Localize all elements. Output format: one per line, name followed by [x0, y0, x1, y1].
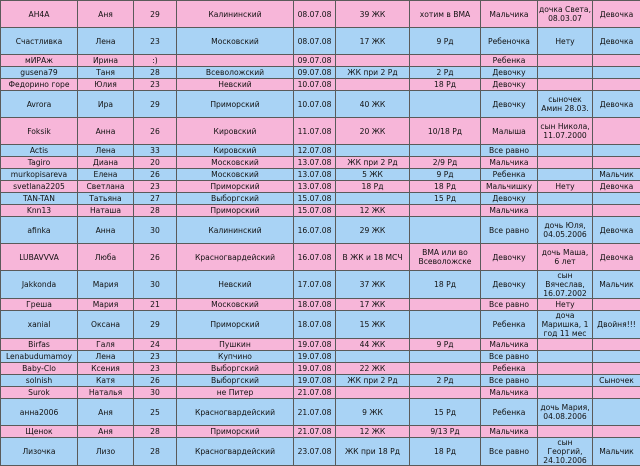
cell-nickname: Avrora — [1, 91, 78, 118]
cell-consultation: 5 ЖК — [336, 169, 410, 181]
cell-children: дочь Маша, 6 лет — [538, 244, 593, 271]
cell-date: 19.07.08 — [294, 375, 336, 387]
cell-nickname: Федорино горе — [1, 79, 78, 91]
cell-consultation: 40 ЖК — [336, 91, 410, 118]
cell-nickname: Tagiro — [1, 157, 78, 169]
cell-maternity-hospital: 2 Рд — [410, 375, 481, 387]
cell-name: Лена — [78, 145, 134, 157]
cell-wish: Мальчика — [481, 1, 538, 28]
cell-children — [538, 67, 593, 79]
cell-date: 10.07.08 — [294, 79, 336, 91]
table-row — [1, 28, 640, 55]
table-row — [1, 244, 640, 271]
cell-consultation — [336, 387, 410, 399]
table-row — [1, 181, 640, 193]
cell-children: сын Георгий, 24.10.2006 — [538, 438, 593, 466]
cell-ultrasound — [593, 193, 640, 205]
cell-date: 11.07.08 — [294, 118, 336, 145]
cell-maternity-hospital: 2/9 Рд — [410, 157, 481, 169]
cell-date: 09.07.08 — [294, 67, 336, 79]
cell-district — [177, 55, 294, 67]
cell-age: 28 — [134, 205, 177, 217]
cell-maternity-hospital: 10/18 Рд — [410, 118, 481, 145]
cell-name: Анна — [78, 217, 134, 244]
cell-maternity-hospital: 2 Рд — [410, 67, 481, 79]
cell-wish: Мальчика — [481, 205, 538, 217]
cell-maternity-hospital — [410, 217, 481, 244]
cell-children — [538, 387, 593, 399]
cell-consultation: ЖК при 2 Рд — [336, 67, 410, 79]
cell-name: Мария — [78, 271, 134, 299]
cell-children: Нету — [538, 181, 593, 193]
table-row — [1, 217, 640, 244]
cell-wish: Ребенка — [481, 399, 538, 426]
cell-nickname: Birfas — [1, 339, 78, 351]
cell-name: Ксения — [78, 363, 134, 375]
cell-age: 24 — [134, 339, 177, 351]
cell-age: 30 — [134, 387, 177, 399]
cell-nickname: Foksik — [1, 118, 78, 145]
cell-consultation: 9 ЖК — [336, 399, 410, 426]
cell-age: 23 — [134, 79, 177, 91]
cell-ultrasound — [593, 426, 640, 438]
cell-wish: Девочку — [481, 244, 538, 271]
cell-name: Лена — [78, 28, 134, 55]
cell-ultrasound: Сыночек — [593, 375, 640, 387]
cell-date: 21.07.08 — [294, 399, 336, 426]
cell-children — [538, 426, 593, 438]
cell-children: сыночек Амин 28.03. — [538, 91, 593, 118]
cell-wish: Мальчика — [481, 426, 538, 438]
cell-children: Нету — [538, 28, 593, 55]
cell-name: Наташа — [78, 205, 134, 217]
cell-district: Московский — [177, 28, 294, 55]
cell-age: 21 — [134, 299, 177, 311]
cell-date: 19.07.08 — [294, 351, 336, 363]
cell-age: 23 — [134, 181, 177, 193]
cell-district: Московский — [177, 299, 294, 311]
cell-maternity-hospital: 18 Рд — [410, 438, 481, 466]
cell-maternity-hospital: 15 Рд — [410, 193, 481, 205]
cell-date: 09.07.08 — [294, 55, 336, 67]
cell-name: Таня — [78, 67, 134, 79]
cell-wish: Мальчишку — [481, 181, 538, 193]
table-row — [1, 339, 640, 351]
cell-consultation: 12 ЖК — [336, 205, 410, 217]
cell-wish: Все равно — [481, 217, 538, 244]
cell-age: 23 — [134, 351, 177, 363]
cell-ultrasound — [593, 351, 640, 363]
cell-district: Калининский — [177, 1, 294, 28]
cell-district: Выборгский — [177, 375, 294, 387]
cell-date: 10.07.08 — [294, 91, 336, 118]
cell-district: Красногвардейский — [177, 244, 294, 271]
table-row — [1, 193, 640, 205]
cell-consultation: 17 ЖК — [336, 28, 410, 55]
cell-nickname: LUBAVVVA — [1, 244, 78, 271]
cell-ultrasound — [593, 145, 640, 157]
cell-nickname: АН4А — [1, 1, 78, 28]
table-row — [1, 67, 640, 79]
cell-age: :) — [134, 55, 177, 67]
cell-wish: Девочку — [481, 91, 538, 118]
cell-age: 26 — [134, 169, 177, 181]
cell-nickname: Actis — [1, 145, 78, 157]
cell-date: 08.07.08 — [294, 28, 336, 55]
cell-children — [538, 205, 593, 217]
cell-district: Красногвардейский — [177, 438, 294, 466]
table-row — [1, 271, 640, 299]
cell-ultrasound: Девочка — [593, 91, 640, 118]
cell-children: дочка Света, 08.03.07 — [538, 1, 593, 28]
cell-wish: Все равно — [481, 145, 538, 157]
cell-name: Анна — [78, 118, 134, 145]
cell-age: 29 — [134, 1, 177, 28]
cell-name: Ира — [78, 91, 134, 118]
cell-wish: Девочку — [481, 67, 538, 79]
cell-consultation: 39 ЖК — [336, 1, 410, 28]
cell-nickname: afinka — [1, 217, 78, 244]
cell-nickname: gusena79 — [1, 67, 78, 79]
cell-date: 18.07.08 — [294, 299, 336, 311]
cell-district: Приморский — [177, 91, 294, 118]
cell-wish: Ребенка — [481, 363, 538, 375]
cell-district: Пушкин — [177, 339, 294, 351]
cell-consultation: 29 ЖК — [336, 217, 410, 244]
cell-district: Кировский — [177, 145, 294, 157]
cell-children — [538, 169, 593, 181]
cell-maternity-hospital: 9 Рд — [410, 339, 481, 351]
cell-ultrasound — [593, 67, 640, 79]
cell-children — [538, 193, 593, 205]
table-row — [1, 118, 640, 145]
cell-ultrasound: Девочка — [593, 1, 640, 28]
cell-children — [538, 145, 593, 157]
cell-consultation: В ЖК и 18 МСЧ — [336, 244, 410, 271]
cell-ultrasound — [593, 55, 640, 67]
cell-children — [538, 55, 593, 67]
cell-nickname: Счастливка — [1, 28, 78, 55]
cell-consultation: 44 ЖК — [336, 339, 410, 351]
cell-maternity-hospital — [410, 55, 481, 67]
cell-age: 26 — [134, 244, 177, 271]
cell-children — [538, 79, 593, 91]
cell-maternity-hospital: хотим в ВМА — [410, 1, 481, 28]
cell-name: Аня — [78, 1, 134, 28]
cell-date: 23.07.08 — [294, 438, 336, 466]
cell-children — [538, 375, 593, 387]
cell-wish: Мальчика — [481, 339, 538, 351]
cell-children: сын Вячеслав, 16.07.2002 — [538, 271, 593, 299]
table-row — [1, 351, 640, 363]
cell-date: 17.07.08 — [294, 271, 336, 299]
cell-children — [538, 351, 593, 363]
cell-nickname: xanial — [1, 311, 78, 339]
table-row — [1, 426, 640, 438]
cell-ultrasound — [593, 79, 640, 91]
cell-district: Кировский — [177, 118, 294, 145]
cell-district: Всеволожский — [177, 67, 294, 79]
cell-nickname: Лизочка — [1, 438, 78, 466]
cell-name: Аня — [78, 426, 134, 438]
table-row — [1, 375, 640, 387]
cell-name: Мария — [78, 299, 134, 311]
cell-maternity-hospital: 15 Рд — [410, 399, 481, 426]
cell-ultrasound — [593, 387, 640, 399]
cell-district: Московский — [177, 169, 294, 181]
table-row — [1, 205, 640, 217]
cell-name: Наталья — [78, 387, 134, 399]
cell-date: 08.07.08 — [294, 1, 336, 28]
cell-consultation — [336, 145, 410, 157]
cell-wish: Ребенка — [481, 311, 538, 339]
cell-maternity-hospital — [410, 145, 481, 157]
cell-nickname: TAN-TAN — [1, 193, 78, 205]
cell-date: 15.07.08 — [294, 205, 336, 217]
cell-nickname: анна2006 — [1, 399, 78, 426]
cell-ultrasound: Девочка — [593, 28, 640, 55]
cell-date: 16.07.08 — [294, 217, 336, 244]
cell-nickname: мИРАж — [1, 55, 78, 67]
cell-maternity-hospital: ВМА или во Всеволожске — [410, 244, 481, 271]
cell-name: Лена — [78, 351, 134, 363]
cell-wish: Все равно — [481, 438, 538, 466]
cell-wish: Девочку — [481, 79, 538, 91]
table-row — [1, 1, 640, 28]
cell-wish: Девочку — [481, 193, 538, 205]
cell-children: Нету — [538, 299, 593, 311]
cell-date: 19.07.08 — [294, 339, 336, 351]
cell-ultrasound: Девочка — [593, 181, 640, 193]
cell-district: не Питер — [177, 387, 294, 399]
cell-consultation: ЖК при 2 Рд — [336, 375, 410, 387]
cell-consultation: 37 ЖК — [336, 271, 410, 299]
cell-wish: Мальчика — [481, 387, 538, 399]
cell-age: 27 — [134, 193, 177, 205]
cell-wish: Ребенка — [481, 55, 538, 67]
cell-ultrasound: Мальчик — [593, 438, 640, 466]
cell-maternity-hospital — [410, 205, 481, 217]
cell-ultrasound — [593, 399, 640, 426]
table-row — [1, 399, 640, 426]
cell-maternity-hospital — [410, 351, 481, 363]
cell-wish: Малыша — [481, 118, 538, 145]
cell-maternity-hospital — [410, 363, 481, 375]
cell-ultrasound: Мальчик — [593, 271, 640, 299]
cell-district: Выборгский — [177, 363, 294, 375]
cell-age: 23 — [134, 363, 177, 375]
cell-maternity-hospital — [410, 91, 481, 118]
cell-maternity-hospital — [410, 299, 481, 311]
cell-wish: Все равно — [481, 351, 538, 363]
cell-name: Оксана — [78, 311, 134, 339]
cell-wish: Ребенка — [481, 169, 538, 181]
cell-name: Лизо — [78, 438, 134, 466]
cell-nickname: Baby-Clo — [1, 363, 78, 375]
cell-consultation: 20 ЖК — [336, 118, 410, 145]
cell-name: Елена — [78, 169, 134, 181]
cell-date: 21.07.08 — [294, 426, 336, 438]
cell-maternity-hospital: 18 Рд — [410, 181, 481, 193]
cell-age: 30 — [134, 217, 177, 244]
cell-consultation: 15 ЖК — [336, 311, 410, 339]
cell-age: 26 — [134, 375, 177, 387]
cell-district: Невский — [177, 79, 294, 91]
cell-nickname: murkopisareva — [1, 169, 78, 181]
cell-wish: Все равно — [481, 299, 538, 311]
cell-consultation: 18 Рд — [336, 181, 410, 193]
cell-age: 29 — [134, 311, 177, 339]
table-row — [1, 55, 640, 67]
cell-district: Приморский — [177, 205, 294, 217]
cell-consultation — [336, 193, 410, 205]
cell-date: 13.07.08 — [294, 157, 336, 169]
cell-consultation: 22 ЖК — [336, 363, 410, 375]
cell-ultrasound — [593, 299, 640, 311]
cell-wish: Девочку — [481, 271, 538, 299]
cell-name: Светлана — [78, 181, 134, 193]
cell-children — [538, 157, 593, 169]
cell-date: 13.07.08 — [294, 169, 336, 181]
cell-children: дочь Мария, 04.08.2006 — [538, 399, 593, 426]
cell-maternity-hospital: 9 Рд — [410, 169, 481, 181]
cell-date: 19.07.08 — [294, 363, 336, 375]
cell-nickname: svetlana2205 — [1, 181, 78, 193]
cell-ultrasound — [593, 363, 640, 375]
cell-children — [538, 363, 593, 375]
cell-maternity-hospital — [410, 387, 481, 399]
table-row — [1, 363, 640, 375]
cell-age: 33 — [134, 145, 177, 157]
table-row — [1, 145, 640, 157]
cell-ultrasound — [593, 339, 640, 351]
cell-district: Невский — [177, 271, 294, 299]
table-row — [1, 438, 640, 466]
cell-age: 30 — [134, 271, 177, 299]
cell-date: 15.07.08 — [294, 193, 336, 205]
cell-maternity-hospital: 18 Рд — [410, 271, 481, 299]
cell-nickname: Knn13 — [1, 205, 78, 217]
cell-consultation: 17 ЖК — [336, 299, 410, 311]
cell-name: Юлия — [78, 79, 134, 91]
cell-consultation — [336, 55, 410, 67]
cell-age: 25 — [134, 399, 177, 426]
cell-consultation — [336, 351, 410, 363]
cell-nickname: Jakkonda — [1, 271, 78, 299]
cell-date: 13.07.08 — [294, 181, 336, 193]
cell-children: доча Маришка, 1 год 11 мес — [538, 311, 593, 339]
cell-ultrasound: Мальчик — [593, 169, 640, 181]
cell-ultrasound — [593, 205, 640, 217]
cell-maternity-hospital — [410, 311, 481, 339]
cell-nickname: Щенок — [1, 426, 78, 438]
cell-name: Татьяна — [78, 193, 134, 205]
cell-name: Люба — [78, 244, 134, 271]
cell-children: дочь Юля, 04.05.2006 — [538, 217, 593, 244]
cell-district: Московский — [177, 157, 294, 169]
cell-district: Красногвардейский — [177, 399, 294, 426]
cell-age: 26 — [134, 118, 177, 145]
cell-maternity-hospital: 9/13 Рд — [410, 426, 481, 438]
cell-age: 23 — [134, 28, 177, 55]
cell-age: 29 — [134, 91, 177, 118]
cell-nickname: solnish — [1, 375, 78, 387]
cell-consultation: ЖК при 18 Рд — [336, 438, 410, 466]
cell-ultrasound: Девочка — [593, 217, 640, 244]
table-row — [1, 157, 640, 169]
cell-age: 28 — [134, 438, 177, 466]
cell-name: Галя — [78, 339, 134, 351]
cell-name: Диана — [78, 157, 134, 169]
cell-date: 12.07.08 — [294, 145, 336, 157]
table-row — [1, 387, 640, 399]
cell-name: Аня — [78, 399, 134, 426]
cell-maternity-hospital: 18 Рд — [410, 79, 481, 91]
cell-date: 21.07.08 — [294, 387, 336, 399]
cell-children: сын Никола, 11.07.2000 — [538, 118, 593, 145]
table-row — [1, 169, 640, 181]
cell-wish: Ребеночка — [481, 28, 538, 55]
cell-date: 16.07.08 — [294, 244, 336, 271]
cell-consultation: 12 ЖК — [336, 426, 410, 438]
cell-age: 28 — [134, 67, 177, 79]
cell-district: Выборгский — [177, 193, 294, 205]
cell-consultation — [336, 79, 410, 91]
cell-ultrasound: Девочка — [593, 244, 640, 271]
cell-nickname: Surok — [1, 387, 78, 399]
cell-district: Приморский — [177, 181, 294, 193]
cell-nickname: Греша — [1, 299, 78, 311]
cell-name: Катя — [78, 375, 134, 387]
table-row — [1, 299, 640, 311]
table-row — [1, 79, 640, 91]
cell-age: 28 — [134, 426, 177, 438]
cell-district: Приморский — [177, 426, 294, 438]
cell-ultrasound — [593, 118, 640, 145]
cell-district: Приморский — [177, 311, 294, 339]
cell-consultation: ЖК при 2 Рд — [336, 157, 410, 169]
cell-date: 18.07.08 — [294, 311, 336, 339]
cell-maternity-hospital: 9 Рд — [410, 28, 481, 55]
table-row — [1, 91, 640, 118]
cell-name: Ирина — [78, 55, 134, 67]
cell-district: Калининский — [177, 217, 294, 244]
cell-wish: Все равно — [481, 375, 538, 387]
cell-ultrasound: Двойня!!! — [593, 311, 640, 339]
cell-children — [538, 339, 593, 351]
cell-age: 20 — [134, 157, 177, 169]
table-row — [1, 311, 640, 339]
cell-nickname: Lenabudumamoy — [1, 351, 78, 363]
cell-ultrasound — [593, 157, 640, 169]
cell-wish: Мальчика — [481, 157, 538, 169]
cell-district: Купчино — [177, 351, 294, 363]
